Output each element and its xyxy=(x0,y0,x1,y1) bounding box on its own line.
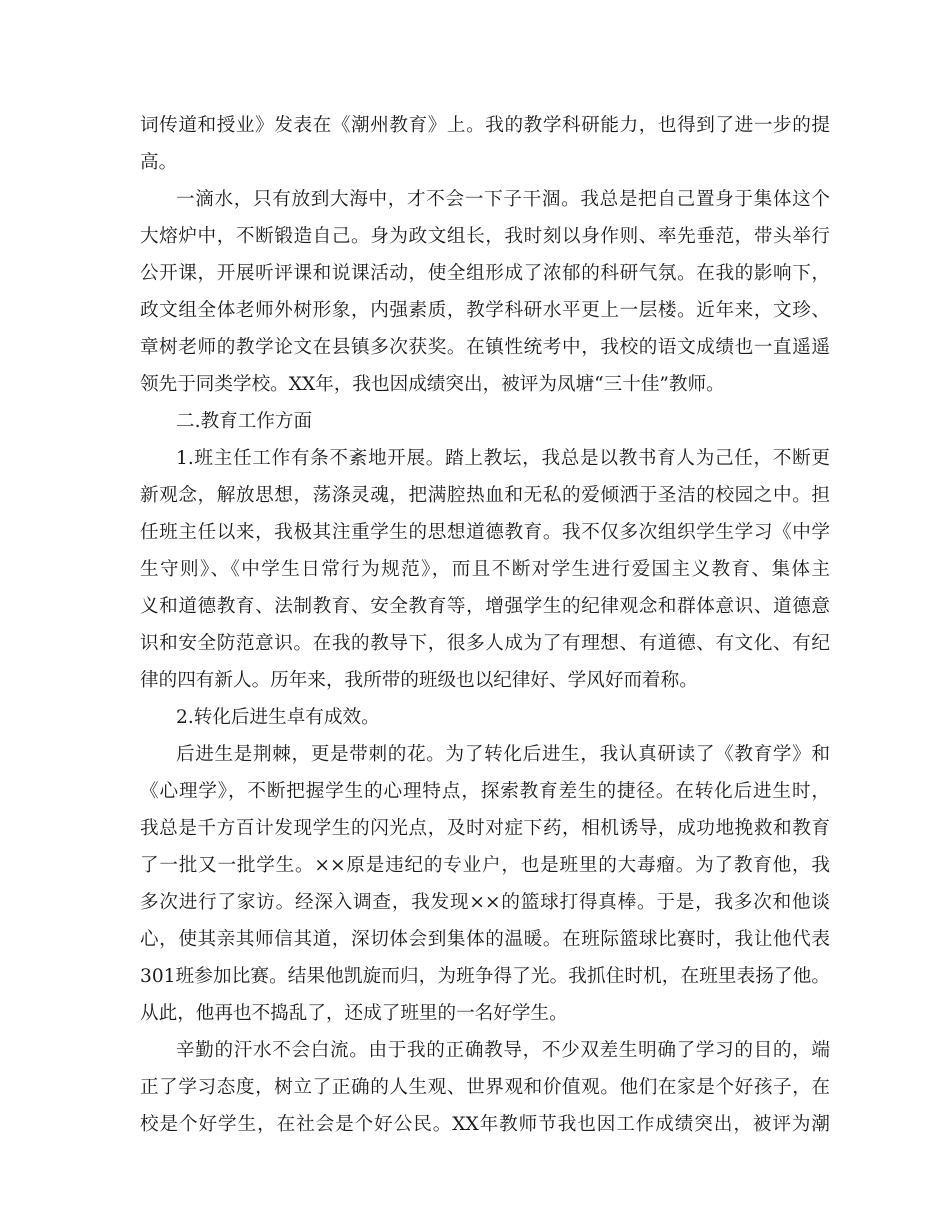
text-line: 章树老师的教学论文在县镇多次获奖。在镇性统考中，我校的语文成绩也一直遥遥 xyxy=(140,337,830,358)
section-heading: 二.教育工作方面 xyxy=(176,411,313,432)
text-line: 《心理学》，不断把握学生的心理特点，探索教育差生的捷径。在转化后进生时， xyxy=(140,781,830,802)
text-line: 了一批又一批学生。××原是违纪的专业户，也是班里的大毒瘤。为了教育他，我 xyxy=(140,855,830,876)
text-line: 多次进行了家访。经深入调查，我发现××的篮球打得真棒。于是，我多次和他谈 xyxy=(140,892,830,913)
text-line: 1.班主任工作有条不紊地开展。踏上教坛，我总是以教书育人为己任，不断更 xyxy=(176,448,830,469)
text-line: 辛勤的汗水不会白流。由于我的正确教导，不少双差生明确了学习的目的，端 xyxy=(176,1040,830,1061)
text-line: 词传道和授业》发表在《潮州教育》上。我的教学科研能力，也得到了进一步的提 xyxy=(140,115,830,136)
text-line: 政文组全体老师外树形象，内强素质，教学科研水平更上一层楼。近年来，文珍、 xyxy=(140,300,830,321)
text-line: 大熔炉中，不断锻造自己。身为政文组长，我时刻以身作则、率先垂范，带头举行 xyxy=(140,226,830,247)
text-line: 一滴水，只有放到大海中，才不会一下子干涸。我总是把自己置身于集体这个 xyxy=(176,189,830,210)
text-line: 义和道德教育、法制教育、安全教育等，增强学生的纪律观念和群体意识、道德意 xyxy=(140,596,830,617)
subsection-heading: 2.转化后进生卓有成效。 xyxy=(176,707,380,728)
text-line: 301班参加比赛。结果他凯旋而归，为班争得了光。我抓住时机，在班里表扬了他。 xyxy=(140,966,830,987)
text-line: 高。 xyxy=(140,152,178,173)
text-line: 公开课，开展听评课和说课活动，使全组形成了浓郁的科研气氛。在我的影响下， xyxy=(140,263,830,284)
text-line: 领先于同类学校。XX年，我也因成绩突出，被评为凤塘“三十佳”教师。 xyxy=(140,374,725,395)
text-line: 律的四有新人。历年来，我所带的班级也以纪律好、学风好而着称。 xyxy=(140,670,698,691)
text-line: 心，使其亲其师信其道，深切体会到集体的温暖。在班际篮球比赛时，我让他代表 xyxy=(140,929,830,950)
text-line: 我总是千方百计发现学生的闪光点，及时对症下药，相机诱导，成功地挽救和教育 xyxy=(140,818,830,839)
text-line: 新观念，解放思想，荡涤灵魂，把满腔热血和无私的爱倾洒于圣洁的校园之中。担 xyxy=(140,485,830,506)
text-line: 后进生是荆棘，更是带刺的花。为了转化后进生，我认真研读了《教育学》和 xyxy=(176,744,830,765)
text-line: 任班主任以来，我极其注重学生的思想道德教育。我不仅多次组织学生学习《中学 xyxy=(140,522,830,543)
text-line: 校是个好学生，在社会是个好公民。XX年教师节我也因工作成绩突出，被评为潮 xyxy=(140,1114,830,1135)
text-line: 生守则》、《中学生日常行为规范》，而且不断对学生进行爱国主义教育、集体主 xyxy=(140,559,830,580)
text-line: 正了学习态度，树立了正确的人生观、世界观和价值观。他们在家是个好孩子，在 xyxy=(140,1077,830,1098)
text-line: 识和安全防范意识。在我的教导下，很多人成为了有理想、有道德、有文化、有纪 xyxy=(140,633,830,654)
text-line: 从此，他再也不捣乱了，还成了班里的一名好学生。 xyxy=(140,1003,568,1024)
